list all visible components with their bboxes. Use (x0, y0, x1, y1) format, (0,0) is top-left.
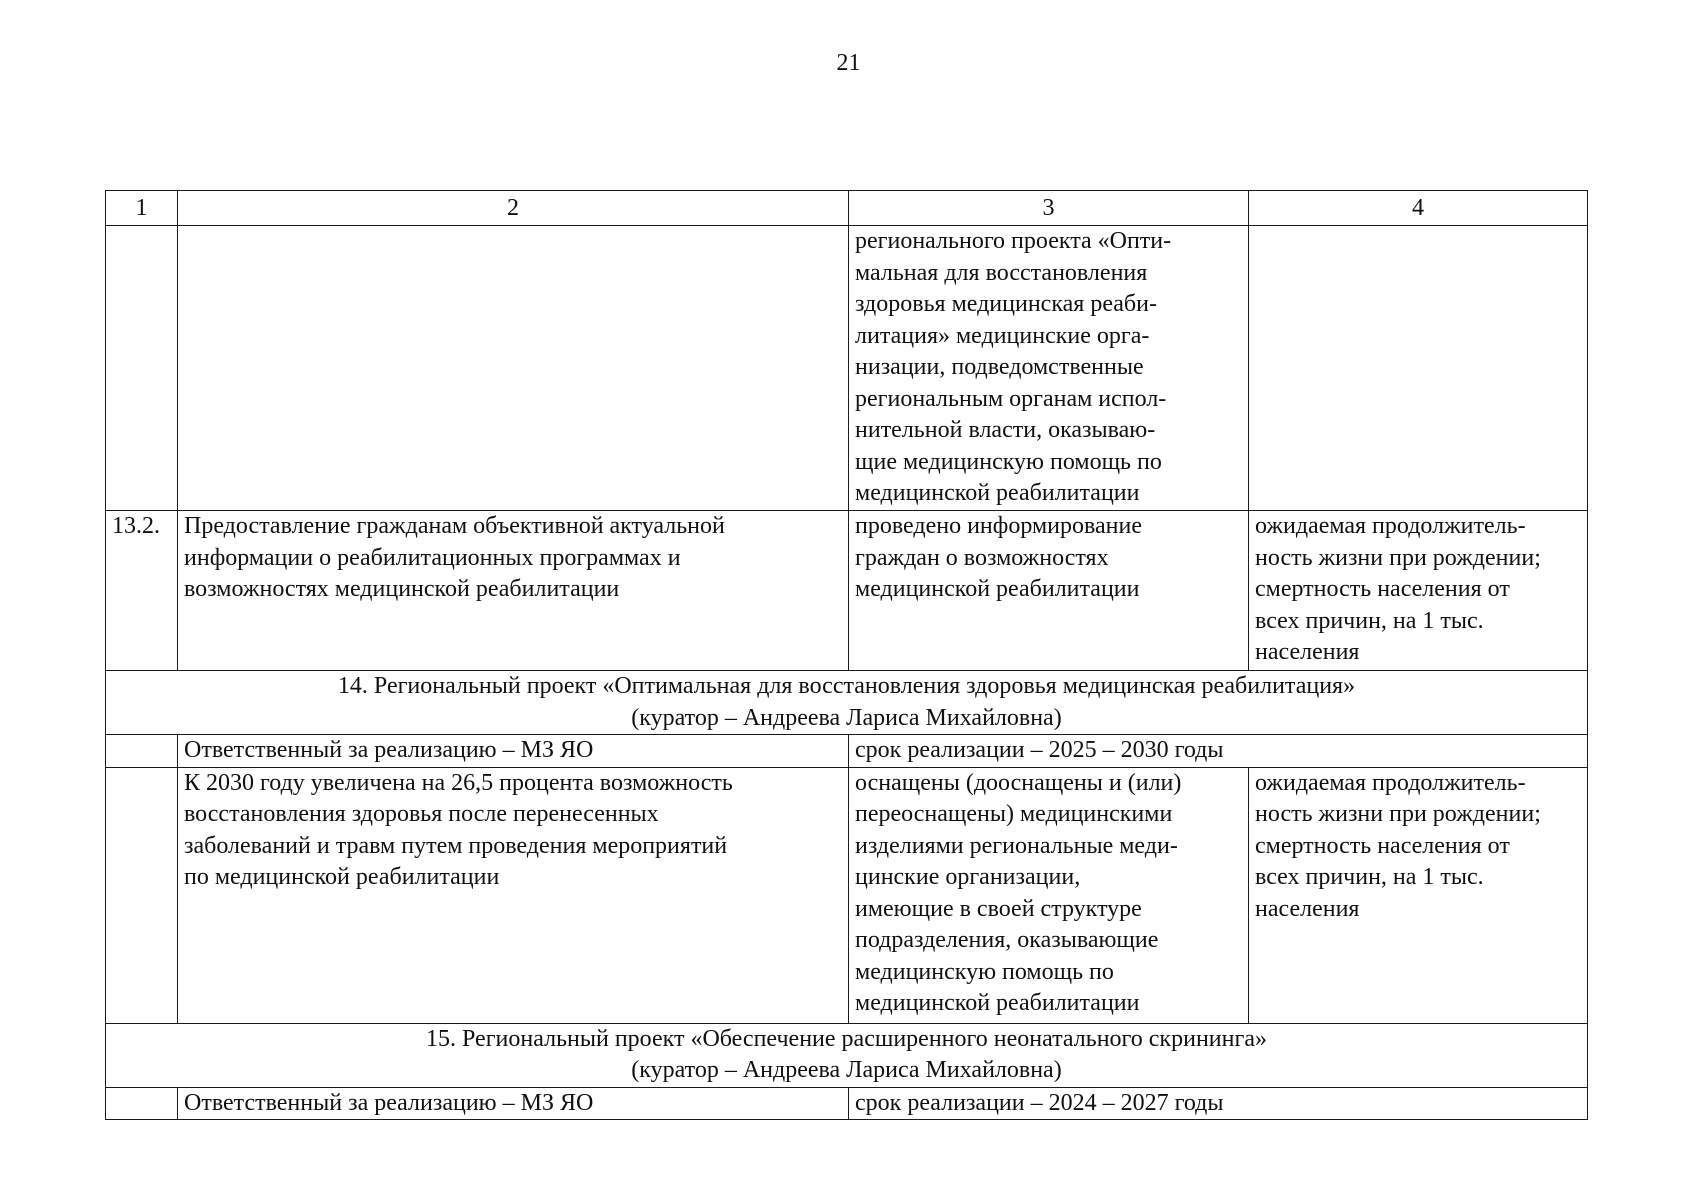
table-row-continuation (106, 226, 1588, 511)
section-15-title (106, 1023, 1588, 1087)
cell-results (849, 226, 1249, 511)
text-line: мальная для восстановления (855, 259, 1148, 286)
text-line: переоснащены) медицинскими (855, 801, 1173, 827)
header-cell-2: 2 (178, 191, 849, 226)
text-line: населения (1255, 895, 1360, 922)
cell-empty (1249, 226, 1588, 511)
cell-indicators (1249, 767, 1588, 1023)
text-line: К 2030 году увеличена на 26,5 процента возможность (184, 769, 733, 796)
text-line: изделиями региональные меди- (855, 832, 1178, 859)
table-row-13-2 (106, 511, 1588, 671)
text-line: щие медицинскую помощь по (855, 448, 1162, 475)
text-line: низации, подведомственные (855, 354, 1144, 380)
text-line: ность жизни при рождении; (1255, 801, 1541, 827)
text-line: оснащены (дооснащены и (или) (855, 769, 1182, 796)
text-line: проведено информирование (855, 513, 1142, 539)
text-line: возможностях медицинской реабилитации (184, 576, 620, 602)
cell-empty (106, 226, 178, 511)
text-line: ность жизни при рождении; (1255, 544, 1541, 571)
responsible-cell: Ответственный за реализацию – МЗ ЯО (178, 735, 849, 768)
cell-results (849, 511, 1249, 671)
text-line: имеющие в своей структуре (855, 895, 1142, 922)
section-15-title-row (106, 1023, 1588, 1087)
section-14-title-row (106, 671, 1588, 735)
section-14-responsible-row (106, 735, 1588, 768)
cell-task (178, 511, 849, 671)
header-cell-1: 1 (106, 191, 178, 226)
text-line: регионального проекта «Опти- (855, 228, 1172, 254)
section-title: 14. Региональный проект «Оптимальная для восстановления здоровья медицинская реабилитация» (337, 673, 1356, 699)
cell-empty (106, 1087, 178, 1120)
table-header-row (106, 191, 1588, 226)
section-curator: (куратор – Андреева Лариса Михайловна) (631, 704, 1062, 731)
row-number: 13.2. (106, 511, 178, 671)
text-line: заболеваний и травм путем проведения мероприятий (184, 832, 728, 859)
cell-indicators (1249, 511, 1588, 671)
cell-goal (178, 767, 849, 1023)
text-line: смертность населения от (1255, 576, 1510, 602)
text-line: граждан о возможностях (855, 544, 1109, 571)
text-line: Предоставление гражданам объективной актуальной (184, 513, 725, 539)
text-line: подразделения, оказывающие (855, 927, 1159, 953)
text-line: литация» медицинские орга- (855, 322, 1150, 349)
program-table (105, 190, 1588, 1120)
text-line: восстановления здоровья после перенесенных (184, 801, 659, 827)
text-line: нительной власти, оказываю- (855, 417, 1156, 443)
text-line: здоровья медицинская реаби- (855, 291, 1157, 317)
text-line: медицинскую помощь по (855, 958, 1114, 985)
text-line: населения (1255, 639, 1360, 665)
text-line: медицинской реабилитации (855, 480, 1140, 506)
text-line: цинские организации, (855, 864, 1081, 890)
text-line: всех причин, на 1 тыс. (1255, 864, 1484, 890)
cell-results (849, 767, 1249, 1023)
section-14-title (106, 671, 1588, 735)
section-title: 15. Региональный проект «Обеспечение расширенного неонатального скрининга» (426, 1025, 1267, 1052)
term-cell: срок реализации – 2025 – 2030 годы (849, 735, 1588, 768)
text-line: информации о реабилитационных программах и (184, 544, 681, 571)
cell-empty (178, 226, 849, 511)
section-14-goal-row (106, 767, 1588, 1023)
section-15-responsible-row (106, 1087, 1588, 1120)
text-line: ожидаемая продолжитель- (1255, 513, 1526, 539)
text-line: региональным органам испол- (855, 385, 1167, 412)
header-cell-3: 3 (849, 191, 1249, 226)
cell-empty (106, 735, 178, 768)
text-line: ожидаемая продолжитель- (1255, 769, 1526, 796)
term-cell: срок реализации – 2024 – 2027 годы (849, 1087, 1588, 1120)
cell-empty (106, 767, 178, 1023)
section-curator: (куратор – Андреева Лариса Михайловна) (631, 1057, 1062, 1083)
header-cell-4: 4 (1249, 191, 1588, 226)
text-line: медицинской реабилитации (855, 990, 1140, 1016)
responsible-cell: Ответственный за реализацию – МЗ ЯО (178, 1087, 849, 1120)
text-line: медицинской реабилитации (855, 576, 1140, 602)
text-line: всех причин, на 1 тыс. (1255, 607, 1484, 634)
page-number: 21 (836, 50, 861, 76)
text-line: смертность населения от (1255, 832, 1510, 859)
text-line: по медицинской реабилитации (184, 864, 500, 890)
